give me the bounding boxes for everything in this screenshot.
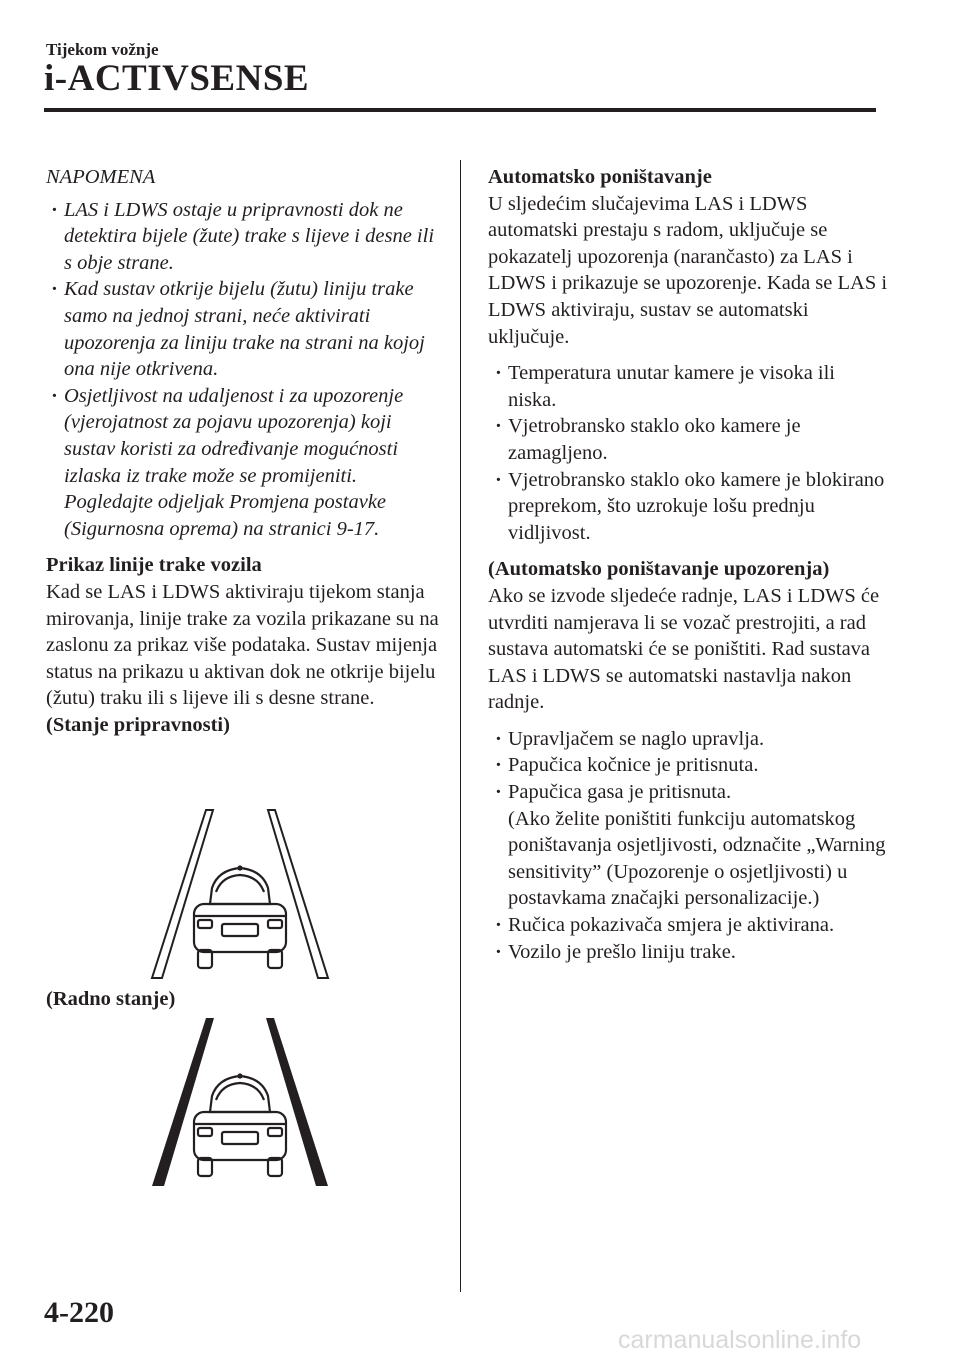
figure-caption-operating: (Radno stanje) <box>46 988 176 1010</box>
watermark: carmanualsonline.info <box>618 1326 862 1354</box>
list-item: · Ručica pokazivača smjera je aktivirana. <box>492 912 888 939</box>
figure-caption-standby: (Stanje pripravnosti) <box>46 713 230 736</box>
left-column <box>46 164 446 738</box>
lane-operating-figure <box>150 1016 330 1188</box>
list-item: · Papučica kočnice je pritisnuta. <box>492 752 888 779</box>
list-item: · Vozilo je prešlo liniju trake. <box>492 939 888 966</box>
note-bullet: · LAS i LDWS ostaje u pripravnosti dok ne detektira bijele (žute) trake s lijeve i desne ili s obje strane. <box>48 197 446 277</box>
note-title: NAPOMENA <box>46 166 156 188</box>
section-heading: Prikaz linije trake vozila <box>46 554 262 577</box>
note-reference: Pogledajte odjeljak Promjena postavke (Sigurnosna oprema) na stranici 9-17. <box>64 491 387 540</box>
body-paragraph: Kad se LAS i LDWS aktiviraju tijekom stanja mirovanja, linije trake za vozila prikazane su na zaslonu za prikaz više podataka. Sustav mijenja status na prikazu u aktivan dok ne otkrije bijelu (žutu) traku ili s lijeve ili s desne strane. <box>46 580 439 710</box>
body-paragraph: U sljedećim slučajevima LAS i LDWS automatski prestaju s radom, uključuje se pokazatelj upozorenja (narančasto) za LAS i LDWS i prikazuje se upozorenje. Kada se LAS i LDWS aktiviraju, sustav se automatski uključuje. <box>488 192 888 348</box>
list-item: · Upravljačem se naglo upravlja. <box>492 726 888 753</box>
list-item: · Vjetrobransko staklo oko kamere je blokirano preprekom, što uzrokuje lošu prednju vidljivost. <box>492 467 888 547</box>
car-icon <box>194 1075 286 1177</box>
list-item: · Papučica gasa je pritisnuta. <box>492 779 888 806</box>
note-list <box>46 197 446 543</box>
right-column <box>488 164 888 965</box>
column-divider <box>460 160 461 1292</box>
list-item: · Vjetrobransko staklo oko kamere je zamagljeno. <box>492 413 888 466</box>
list-item: · Temperatura unutar kamere je visoka ili niska. <box>492 360 888 413</box>
lane-standby-figure <box>150 808 330 980</box>
page-title: i-ACTIVSENSE <box>44 58 310 99</box>
section-label: Tijekom vožnje <box>46 40 159 59</box>
bullet-list <box>488 360 888 546</box>
sub-heading: (Automatsko poništavanje upozorenja) <box>488 558 830 581</box>
note-bullet: · Kad sustav otkrije bijelu (žutu) liniju trake samo na jednoj strani, neće aktivirati upozorenja za liniju trake na strani na kojoj ona nije otkrivena. <box>48 276 446 382</box>
body-paragraph: Ako se izvode sljedeće radnje, LAS i LDWS će utvrditi namjerava li se vozač prestrojiti, a rad sustava automatski će se poništiti. Rad sustava LAS i LDWS se automatski nastavlja nakon radnje. <box>488 584 880 714</box>
list-item-note: (Ako želite poništiti funkciju automatskog poništavanja osjetljivosti, odznačite „Warning sensitivity” (Upozorenje o osjetljivosti) u postavkama značajki personalizacije.) <box>508 807 886 910</box>
section-heading: Automatsko poništavanje <box>488 166 712 188</box>
bullet-list <box>488 726 888 965</box>
car-icon <box>194 867 286 969</box>
header-rule <box>44 108 876 112</box>
note-bullet: · Osjetljivost na udaljenost i za upozorenje (vjerojatnost za pojavu upozorenja) koji sustav koristi za određivanje mogućnosti izlaska iz trake može se promijeniti. <box>48 383 446 489</box>
page-number: 4-220 <box>44 1296 114 1329</box>
